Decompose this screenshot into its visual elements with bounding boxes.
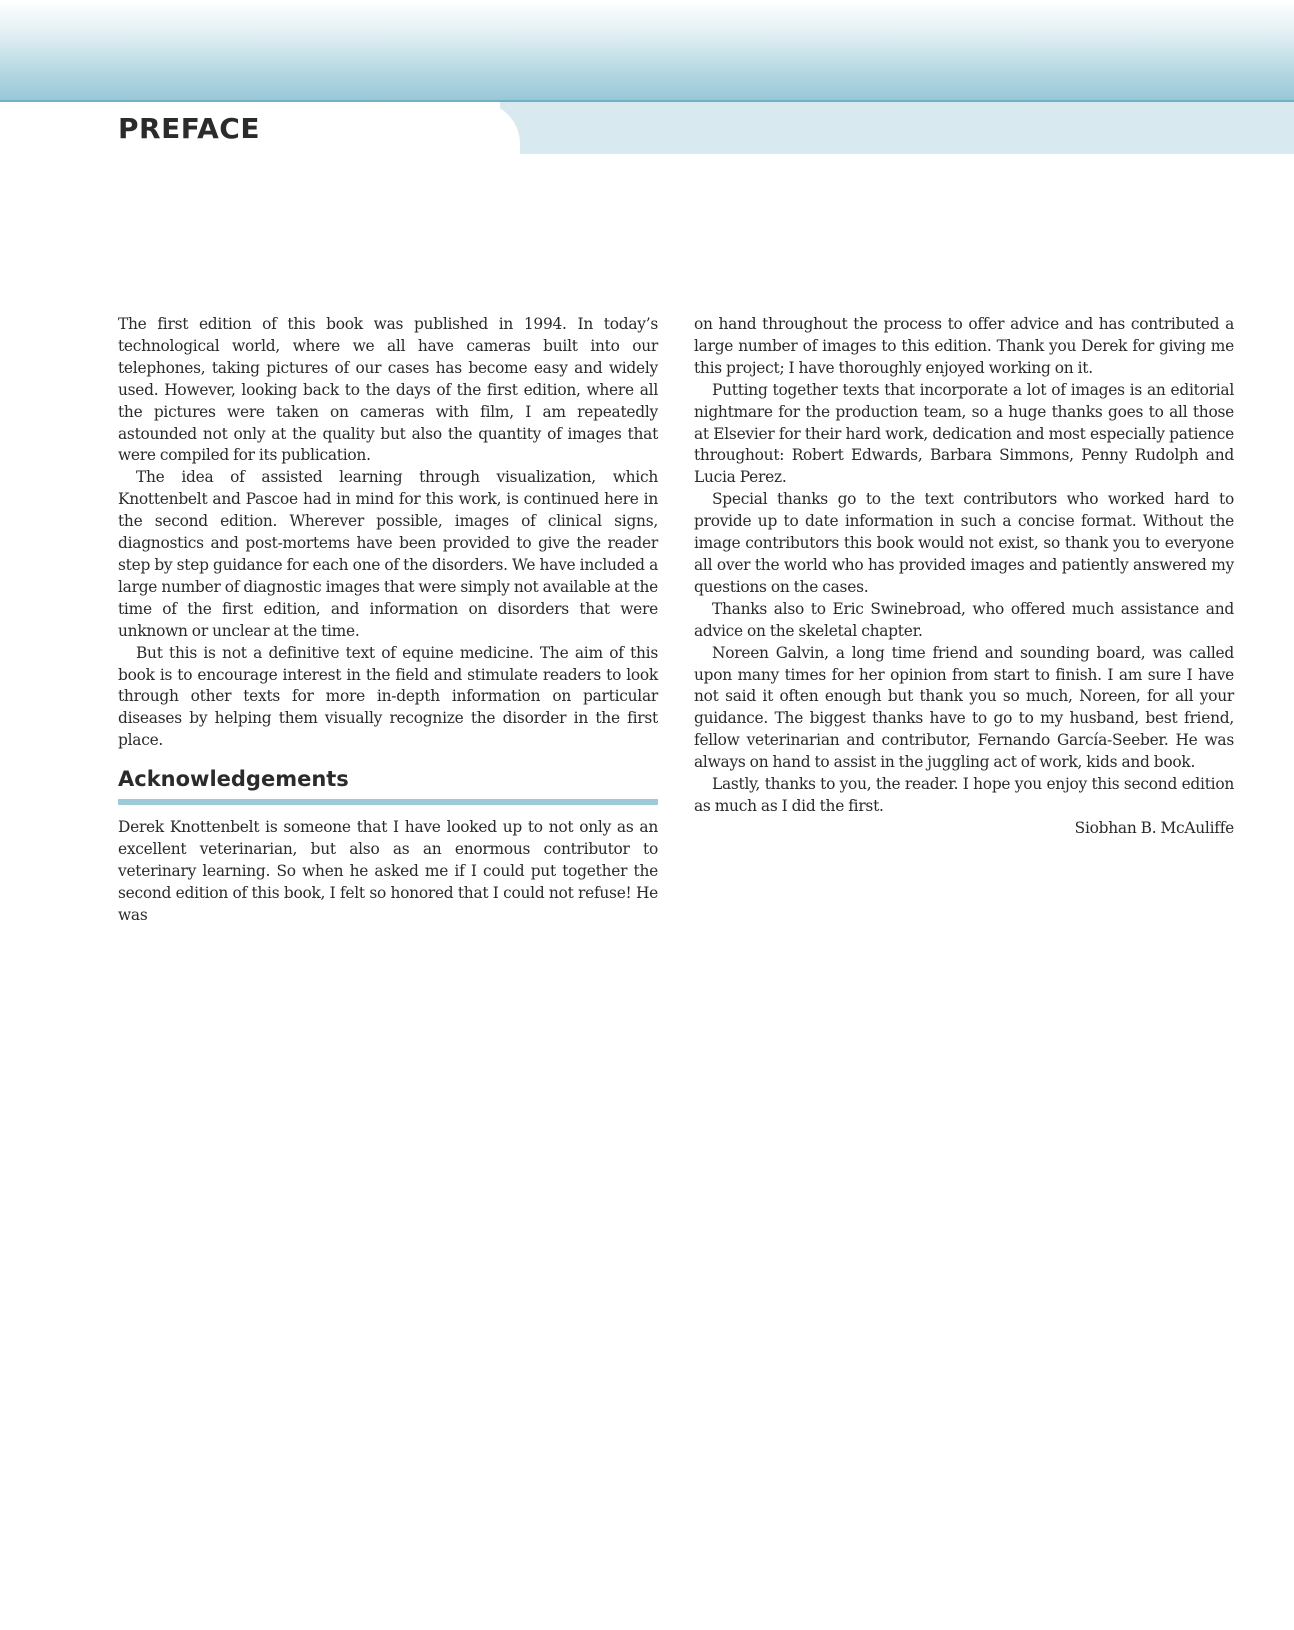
- paragraph: But this is not a definitive text of equine medicine. The aim of this book is to encourage interest in the field and stimulate readers to look through other texts for more in-depth information on particular diseases by helping them visually recognize the disorder in the first place.: [118, 643, 658, 750]
- paragraph: The idea of assisted learning through visualization, which Knottenbelt and Pascoe had in mind for this work, is continued here in the second edition. Wherever possible, images of clinical signs, diagnostics and post-mortems have been provided to give the reader step by step guidance for each one of the disorders. We have included a large number of diagnostic images that were simply not available at the time of the first edition, and information on disorders that were unknown or unclear at the time.: [118, 468, 658, 640]
- paragraph: Noreen Galvin, a long time friend and sounding board, was called upon many times for her opinion from start to finish. I am sure I have not said it often enough but thank you so much, Noreen, for all your guidance. The biggest thanks have to go to my husband, best friend, fellow veterinarian and contributor, Fernando García-Seeber. He was always on hand to assist in the juggling act of work, kids and book.: [694, 643, 1234, 772]
- header-tab-strip: [500, 102, 1294, 154]
- author-signature: Siobhan B. McAuliffe: [1074, 818, 1234, 837]
- heading-rule: [118, 799, 658, 805]
- page-title: PREFACE: [118, 112, 260, 145]
- section-heading-acknowledgements: Acknowledgements: [118, 767, 349, 792]
- paragraph: Derek Knottenbelt is someone that I have looked up to not only as an excellent veterinarian, but also as an enormous contributor to veterinary learning. So when he asked me if I could put together the second edition of this book, I felt so honored that I could not refuse! He was: [118, 818, 658, 924]
- paragraph: on hand throughout the process to offer advice and has contributed a large number of images to this edition. Thank you Derek for giving me this project; I have thoroughly enjoyed working on it.: [694, 315, 1234, 377]
- paragraph: The first edition of this book was published in 1994. In today’s technological world, where we all have cameras built into our telephones, taking pictures of our cases has become easy and widely used. However, looking back to the days of the first edition, where all the pictures were taken on cameras with film, I am repeatedly astounded not only at the quality but also the quantity of images that were compiled for its publication.: [118, 315, 658, 465]
- header-title-tab: [0, 102, 520, 154]
- left-column: [118, 314, 658, 927]
- paragraph: Special thanks go to the text contributors who worked hard to provide up to date information in such a concise format. Without the image contributors this book would not exist, so thank you to everyone all over the world who has provided images and patiently answered my questions on the cases.: [694, 490, 1234, 596]
- header-band: [0, 0, 1294, 102]
- paragraph: Thanks also to Eric Swinebroad, who offered much assistance and advice on the skeletal chapter.: [694, 599, 1234, 640]
- paragraph: Lastly, thanks to you, the reader. I hope you enjoy this second edition as much as I did the first.: [694, 775, 1234, 815]
- right-column: [694, 314, 1234, 840]
- paragraph: Putting together texts that incorporate a lot of images is an editorial nightmare for the production team, so a huge thanks goes to all those at Elsevier for their hard work, dedication and most especially patience throughout: Robert Edwards, Barbara Simmons, Penny Rudolph and Lucia Perez.: [694, 380, 1234, 487]
